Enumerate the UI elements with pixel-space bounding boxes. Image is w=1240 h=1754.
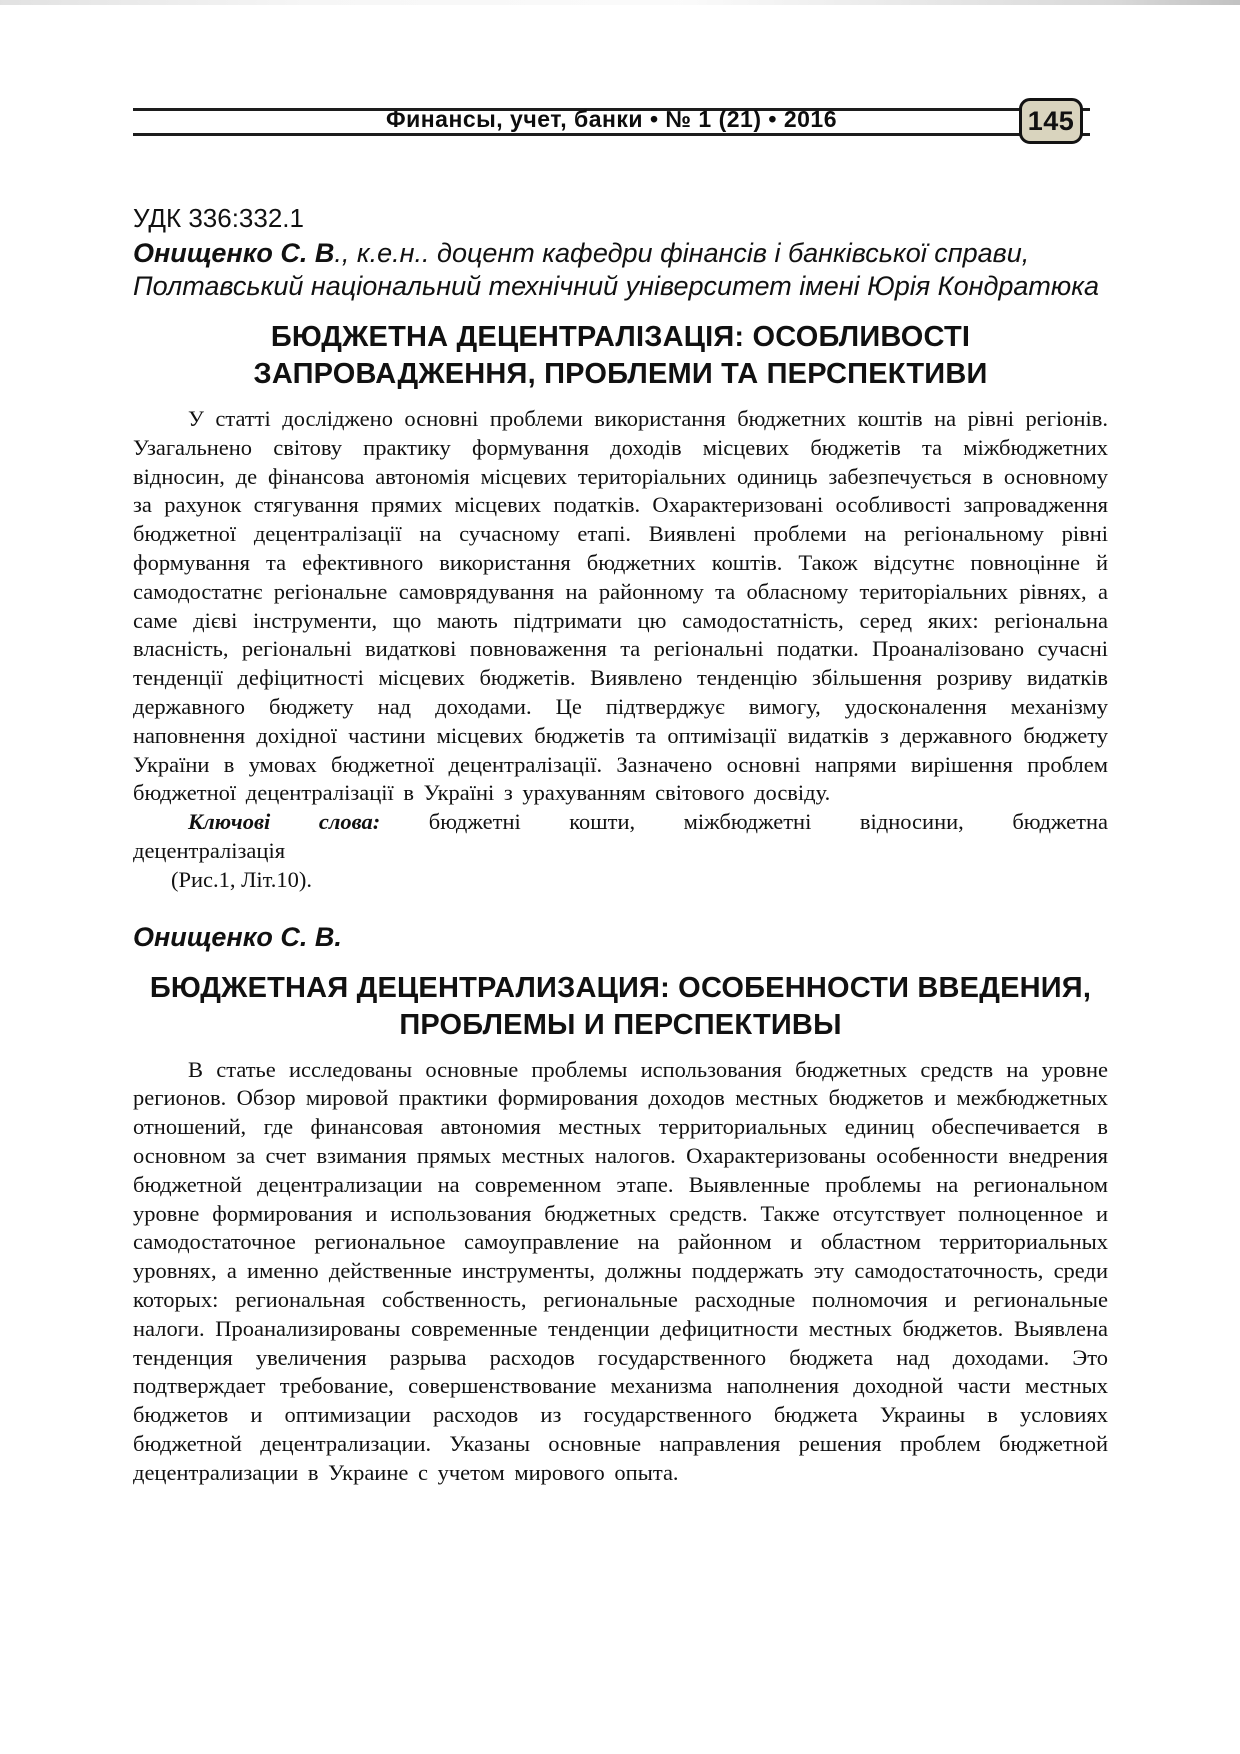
article-title-ru-line2: ПРОБЛЕМЫ И ПЕРСПЕКТИВЫ [399, 1008, 842, 1041]
abstract-ru: В статье исследованы основные проблемы использования бюджетных средств на уровне регионов. Обзор мировой практики формирования доходов местных бюджетов и межбюджетных отношений, где финансовая автономия местных территориальных единиц обеспечивается в основном за счет взимания прямых местных налогов. Охарактеризованы особенности внедрения бюджетной децентрализации на современном этапе. Выявленные проблемы на региональном уровне формирования и использования бюджетных средств. Также отсутствует полноценное и самодостаточное региональное самоуправление на районном и областном территориальных уровнях, а именно действенные инструменты, должны поддержать эту самодостаточность, среди которых: региональная собственность, региональные расходные полномочия и региональные налоги. Проанализированы современные тенденции дефицитности местных бюджетов. Выявлена тенденция увеличения разрыва расходов государственного бюджета над доходами. Это подтверждает требование, совершенствование механизма наполнения доходной части местных бюджетов и оптимизации расходов из государственного бюджета Украины в условиях бюджетной децентрализации. Указаны основные направления решения проблем бюджетной децентрализации в Украине с учетом мирового опыта. [133, 1056, 1108, 1485]
author-degree-position: ., к.е.н.. доцент кафедри фінансів і банківської справи, [334, 238, 1030, 268]
udc-code: УДК 336:332.1 [133, 203, 304, 233]
article-content [133, 0, 1108, 1488]
author-name-ru: Онищенко С. В. [133, 921, 342, 952]
abstract-ua: У статті досліджено основні проблеми використання бюджетних коштів на рівні регіонів. Узагальнено світову практику формування доходів місцевих бюджетів та міжбюджетних відносин, де фінансова автономія місцевих територіальних одиниць забезпечується в основному за рахунок стягування прямих місцевих податків. Охарактеризовані особливості запровадження бюджетної децентралізації на сучасному етапі. Виявлені проблеми на регіональному рівні формування та ефективного використання бюджетних коштів. Також відсутнє повноцінне й самодостатнє регіональне самоврядування на районному та обласному територіальних рівнях, а саме дієві інструменти, що мають підтримати цю самодостатність, серед яких: регіональна власність, регіональні видаткові повноваження та регіональні податки. Проаналізовано сучасні тенденції дефіцитності місцевих бюджетів. Виявлено тенденцію збільшення розриву видатків державного бюджету над доходами. Це підтверджує вимогу, удосконалення механізму наповнення дохідної частини місцевих бюджетів та оптимізації видатків з державного бюджету України в умовах бюджетної децентралізації. Зазначено основні напрями вирішення проблем бюджетної децентралізації в Україні з урахуванням світового досвіду. [133, 406, 1108, 806]
page-number-badge: 145 [1019, 98, 1083, 144]
keywords-text: бюджетні кошти, міжбюджетні відносини, бюджетна [380, 809, 1108, 835]
author-name: Онищенко С. В [133, 238, 335, 268]
journal-running-title: Финансы, учет, банки • № 1 (21) • 2016 [386, 106, 837, 132]
article-title-ru-line1: БЮДЖЕТНАЯ ДЕЦЕНТРАЛИЗАЦИЯ: ОСОБЕННОСТИ ВВЕДЕНИЯ, [149, 971, 1092, 1004]
keywords-label: Ключові слова: [188, 809, 381, 835]
keywords-ua [133, 808, 1108, 866]
article-title-ua-line2: ЗАПРОВАДЖЕННЯ, ПРОБЛЕМИ ТА ПЕРСПЕКТИВИ [253, 358, 988, 390]
keywords-line1 [133, 808, 1108, 837]
article-title-ua-line1: БЮДЖЕТНА ДЕЦЕНТРАЛІЗАЦІЯ: ОСОБЛИВОСТІ [270, 321, 971, 353]
figures-references-note: (Рис.1, Літ.10). [171, 866, 313, 892]
author-line [133, 237, 1108, 270]
article-title-ua [133, 319, 1108, 393]
article-title-ru [133, 970, 1108, 1044]
keywords-line2: децентралізація [133, 837, 286, 863]
author-affiliation: Полтавський національний технічний університет імені Юрія Кондратюка [133, 271, 1099, 301]
